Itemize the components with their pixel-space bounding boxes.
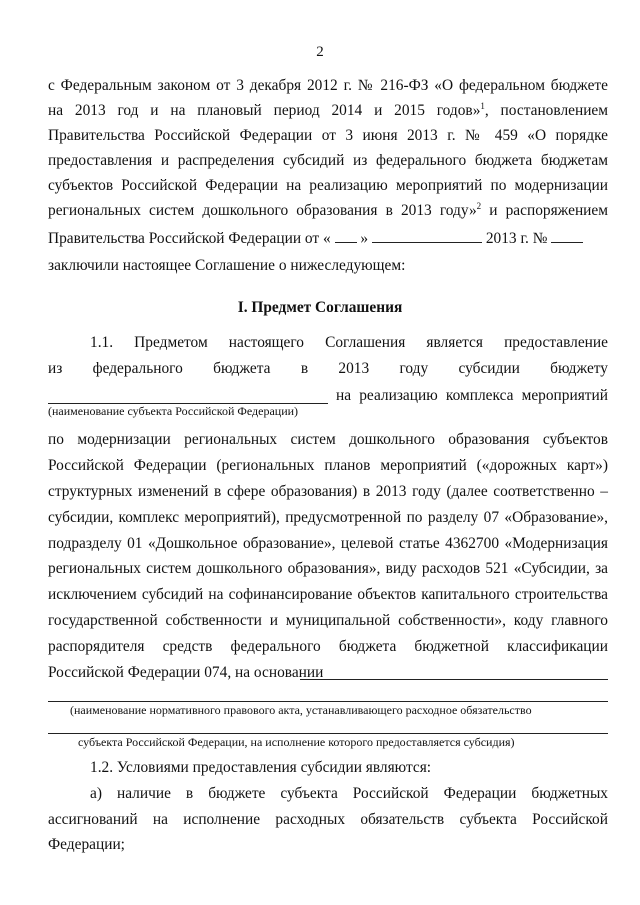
intro-line-2 [48, 101, 608, 121]
p12-line-1: 1.2. Условиями предоставления субсидии являются: [90, 759, 432, 776]
intro-line-7-year: 2013 г. № [485, 230, 548, 247]
page-number: 2 [316, 44, 324, 60]
number-blank [551, 228, 583, 243]
intro-line-3: Правительства Российской Федерации от 3 июня 2013 г. № 459 «О порядке [48, 127, 608, 144]
section-1-title: I. Предмет Соглашения [237, 299, 403, 316]
intro-line-6 [48, 201, 608, 221]
day-blank [335, 228, 357, 243]
caption-legal-act-2: субъекта Российской Федерации, на исполнение которого предоставляется субсидия) [78, 735, 515, 749]
intro-line-6-text: региональных систем дошкольного образования в 2013 году» [48, 202, 477, 219]
p11-line-2: из федерального бюджета в 2013 году субсидии бюджету [48, 360, 608, 377]
footnote-ref-2: 2 [476, 200, 482, 211]
p11-line-5: Российской Федерации (региональных планов мероприятий («дорожных карт») [48, 457, 608, 474]
p11-line-9: региональных систем дошкольного образования», виду расходов 521 «Субсидии, за [48, 560, 608, 577]
p12-a-line-1: а) наличие в бюджете субъекта Российской Федерации бюджетных [90, 785, 608, 802]
p11-line-6: структурных изменений в сфере образования) в 2013 году (далее соответственно – [48, 483, 608, 500]
p11-line-13: Российской Федерации 074, на основании [48, 664, 324, 681]
p11-line-3: на реализацию комплекса мероприятий [336, 387, 608, 404]
p12-a-line-3: Федерации; [48, 836, 125, 853]
p11-line-1: 1.1. Предметом настоящего Соглашения является предоставление [90, 334, 608, 351]
p11-line-4: по модернизации региональных систем дошкольного образования субъектов [48, 431, 608, 448]
intro-line-7-text: Правительства Российской Федерации от « [48, 230, 331, 247]
intro-line-7 [48, 228, 608, 249]
caption-subject-name: (наименование субъекта Российской Федерации) [48, 404, 299, 418]
intro-line-8: заключили настоящее Соглашение о нижеследующем: [48, 257, 406, 274]
legal-act-blank-1 [300, 679, 608, 680]
intro-line-5: субъектов Российской Федерации на реализацию мероприятий по модернизации [48, 177, 608, 194]
footnote-ref-1: 1 [480, 100, 485, 111]
caption-legal-act-1: (наименование нормативного правового акта, устанавливающего расходное обязательство [70, 703, 532, 717]
legal-act-blank-3 [48, 733, 608, 734]
intro-line-1: с Федеральным законом от 3 декабря 2012 г. № 216-ФЗ «О федеральном бюджете [48, 77, 608, 94]
intro-line-4: предоставления и распределения субсидий из федерального бюджета бюджетам [48, 152, 608, 169]
intro-line-6-tail: и распоряжением [481, 202, 608, 219]
intro-line-7-quote: » [360, 230, 369, 247]
p11-line-8: подразделу 01 «Дошкольное образование», целевой статье 4362700 «Модернизация [48, 535, 608, 552]
p11-line-11: государственной собственности и муниципальной собственности», коду главного [48, 612, 608, 629]
p12-a-line-2: ассигнований на исполнение расходных обязательств субъекта Российской [48, 811, 608, 828]
legal-act-blank-2 [48, 701, 608, 702]
intro-line-2-tail: , постановлением [484, 102, 608, 119]
intro-line-2-text: на 2013 год и на плановый период 2014 и 2015 годов» [48, 102, 481, 119]
month-blank [372, 228, 482, 243]
p11-line-10: исключением субсидий на софинансирование объектов капитального строительства [48, 586, 608, 603]
p11-line-12: распорядителя средств федерального бюджета бюджетной классификации [48, 638, 608, 655]
p11-line-7: субсидии, комплекс мероприятий), предусмотренной по разделу 07 «Образование», [48, 509, 608, 526]
